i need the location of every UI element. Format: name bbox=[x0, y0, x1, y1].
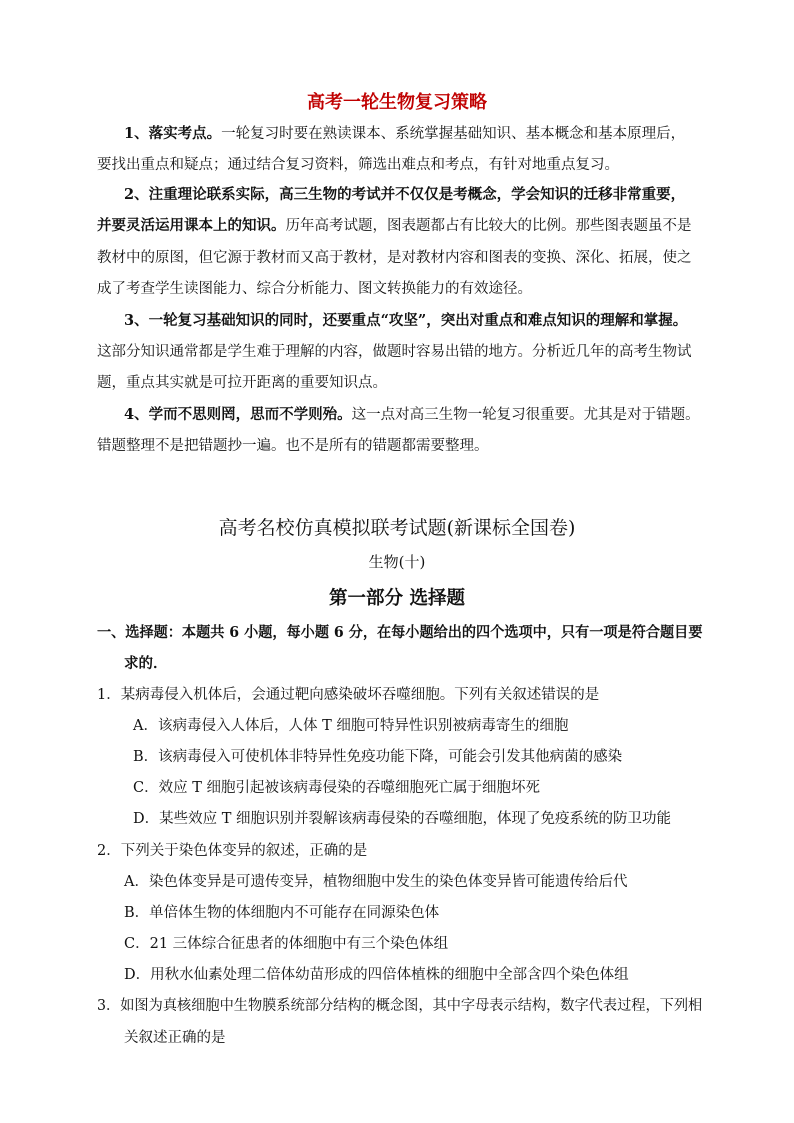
q1-stem: 1．某病毒侵入机体后，会通过靶向感染破坏吞噬细胞。下列有关叙述错误的是 bbox=[97, 687, 600, 703]
p2-line-3: 教材中的原图，但它源于教材而又高于教材，是对教材内容和图表的变换、深化、拓展，使之 bbox=[97, 250, 692, 266]
p2-text: 历年高考试题，图表题都占有比较大的比例。那些图表题虽不是 bbox=[285, 218, 692, 234]
strategy-paragraph-1 bbox=[124, 124, 685, 144]
q1-option-b: B．该病毒侵入可使机体非特异性免疫功能下降，可能会引发其他病菌的感染 bbox=[133, 749, 623, 765]
exam-subtitle: 生物(十) bbox=[368, 553, 426, 571]
part-heading: 第一部分 选择题 bbox=[329, 588, 465, 609]
p3-heading: 3、一轮复习基础知识的同时，还要重点“攻坚”，突出对重点和难点知识的理解和掌握。 bbox=[124, 312, 688, 329]
instruction-line-1: 一、选择题：本题共 6 小题，每小题 6 分，在每小题给出的四个选项中，只有一项是符合题目要 bbox=[97, 624, 703, 641]
p4-line-2: 错题整理不是把错题抄一遍。也不是所有的错题都需要整理。 bbox=[97, 438, 489, 454]
q3-stem-line-2: 关叙述正确的是 bbox=[124, 1030, 226, 1046]
q2-option-a: A．染色体变异是可遗传变异，植物细胞中发生的染色体变异皆可能遗传给后代 bbox=[124, 874, 628, 890]
p2-heading: 2、注重理论联系实际，高三生物的考试并不仅仅是考概念，学会知识的迁移非常重要， bbox=[124, 186, 686, 203]
q2-option-b: B．单倍体生物的体细胞内不可能存在同源染色体 bbox=[124, 905, 440, 921]
p3-line-3: 题，重点其实就是可拉开距离的重要知识点。 bbox=[97, 375, 387, 391]
q2-option-d: D．用秋水仙素处理二倍体幼苗形成的四倍体植株的细胞中全部含四个染色体组 bbox=[124, 967, 629, 983]
p2-line-2 bbox=[97, 216, 692, 236]
q1-option-a: A．该病毒侵入人体后，人体 T 细胞可特异性识别被病毒寄生的细胞 bbox=[133, 718, 569, 734]
exam-title: 高考名校仿真模拟联考试题(新课标全国卷) bbox=[218, 517, 576, 539]
p1-text: 一轮复习时要在熟读课本、系统掌握基础知识、基本概念和基本原理后， bbox=[221, 126, 686, 142]
p2-heading-cont: 并要灵活运用课本上的知识。 bbox=[97, 217, 286, 234]
p4-text: 这一点对高三生物一轮复习很重要。尤其是对于错题。 bbox=[351, 407, 700, 423]
strategy-paragraph-4 bbox=[124, 405, 700, 425]
q2-option-c: C．21 三体综合征患者的体细胞中有三个染色体组 bbox=[124, 936, 449, 952]
p3-line-2: 这部分知识通常都是学生难于理解的内容，做题时容易出错的地方。分析近几年的高考生物试 bbox=[97, 344, 692, 360]
q1-option-d: D．某些效应 T 细胞识别并裂解该病毒侵染的吞噬细胞，体现了免疫系统的防卫功能 bbox=[133, 811, 672, 827]
strategy-title: 高考一轮生物复习策略 bbox=[307, 92, 487, 113]
q2-stem: 2．下列关于染色体变异的叙述，正确的是 bbox=[97, 843, 368, 859]
q3-stem-line-1: 3．如图为真核细胞中生物膜系统部分结构的概念图，其中字母表示结构，数字代表过程，下列相 bbox=[97, 998, 703, 1014]
p1-heading: 1、落实考点。 bbox=[124, 125, 222, 142]
p4-heading: 4、学而不思则罔，思而不学则殆。 bbox=[124, 406, 352, 423]
instruction-line-2: 求的． bbox=[124, 655, 168, 672]
p2-line-4: 成了考查学生读图能力、综合分析能力、图文转换能力的有效途径。 bbox=[97, 281, 532, 297]
p1-line-2: 要找出重点和疑点；通过结合复习资料，筛选出难点和考点，有针对地重点复习。 bbox=[97, 157, 619, 173]
q1-option-c: C．效应 T 细胞引起被该病毒侵染的吞噬细胞死亡属于细胞坏死 bbox=[133, 780, 540, 796]
